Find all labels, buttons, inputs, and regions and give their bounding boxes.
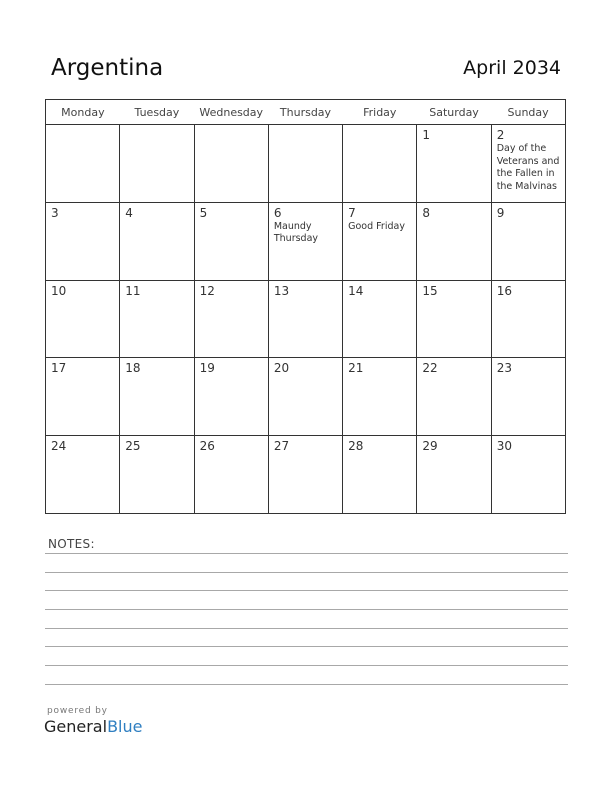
weekday-saturday: Saturday [417, 100, 491, 125]
note-line [45, 646, 568, 647]
day-cell [268, 436, 342, 514]
day-number: 4 [125, 205, 133, 220]
day-cell [46, 125, 120, 203]
day-number: 5 [199, 205, 208, 220]
day-cell [491, 358, 565, 436]
day-number: 11 [125, 283, 141, 298]
day-cell [120, 280, 194, 358]
day-cell [491, 280, 565, 358]
country-title: Argentina [51, 55, 164, 81]
day-cell [120, 125, 194, 203]
day-number: 22 [422, 361, 438, 376]
weekday-tuesday: Tuesday [120, 100, 194, 125]
weekday-wednesday: Wednesday [194, 100, 268, 125]
weekday-header-row [46, 100, 566, 125]
note-line [45, 590, 568, 591]
day-number: 10 [51, 283, 67, 298]
day-cell [417, 202, 491, 280]
note-line [45, 572, 568, 573]
day-cell [343, 125, 417, 203]
day-cell [120, 202, 194, 280]
note-line [45, 684, 568, 685]
day-cell [343, 436, 417, 514]
day-cell [268, 358, 342, 436]
notes-label: NOTES: [48, 537, 95, 551]
day-cell [46, 436, 120, 514]
day-number: 8 [422, 205, 431, 220]
holiday-label: Maundy Thursday [273, 220, 319, 245]
generalblue-logo [44, 717, 142, 736]
day-number: 24 [51, 439, 67, 454]
week-row [46, 280, 566, 358]
day-number: 21 [348, 361, 364, 376]
holiday-label: Day of the Veterans and the Fallen in the Malvinas [496, 143, 560, 192]
day-number: 15 [422, 283, 438, 298]
brand-blue: Blue [107, 717, 143, 736]
week-row [46, 436, 566, 514]
note-line [45, 553, 568, 554]
day-cell [120, 436, 194, 514]
day-number: 30 [496, 439, 512, 454]
day-number: 14 [348, 283, 364, 298]
day-number: 12 [199, 283, 215, 298]
day-cell [417, 358, 491, 436]
week-row [46, 125, 566, 203]
day-number: 1 [422, 128, 431, 142]
day-cell [268, 125, 342, 203]
day-number: 18 [125, 361, 141, 376]
day-number: 28 [348, 439, 364, 454]
weekday-thursday: Thursday [268, 100, 342, 125]
day-number: 3 [51, 205, 59, 220]
note-line [45, 665, 568, 666]
day-number: 20 [273, 361, 290, 376]
day-cell [194, 358, 268, 436]
day-cell [417, 436, 491, 514]
day-cell [194, 125, 268, 203]
day-number: 25 [125, 439, 141, 454]
week-row [46, 358, 566, 436]
month-year-title: April 2034 [463, 57, 561, 79]
day-number: 13 [273, 283, 290, 298]
calendar-grid [45, 99, 566, 514]
day-cell [268, 280, 342, 358]
day-cell [194, 280, 268, 358]
day-cell [343, 358, 417, 436]
day-number: 6 [273, 205, 282, 220]
weekday-monday: Monday [46, 100, 120, 125]
day-number: 17 [51, 361, 67, 376]
powered-by-text: powered by [47, 706, 108, 716]
day-number: 9 [496, 205, 505, 220]
day-number: 19 [199, 361, 215, 376]
day-cell [417, 125, 491, 203]
day-cell [491, 125, 565, 203]
day-number: 27 [273, 439, 290, 454]
day-cell [46, 280, 120, 358]
weekday-friday: Friday [343, 100, 417, 125]
day-cell [268, 202, 342, 280]
day-cell [46, 358, 120, 436]
week-row [46, 202, 566, 280]
weekday-sunday: Sunday [491, 100, 565, 125]
day-number: 2 [496, 128, 505, 142]
day-cell [343, 280, 417, 358]
day-cell [491, 202, 565, 280]
day-cell [491, 436, 565, 514]
day-number: 29 [422, 439, 438, 454]
day-number: 7 [348, 205, 356, 220]
day-cell [120, 358, 194, 436]
day-cell [343, 202, 417, 280]
day-number: 23 [496, 361, 512, 376]
brand-general: General [44, 717, 108, 736]
holiday-label: Good Friday [348, 220, 405, 232]
day-number: 16 [496, 283, 512, 298]
day-cell [194, 436, 268, 514]
note-line [45, 628, 568, 629]
day-cell [194, 202, 268, 280]
day-cell [46, 202, 120, 280]
day-cell [417, 280, 491, 358]
day-number: 26 [199, 439, 215, 454]
note-line [45, 609, 568, 610]
